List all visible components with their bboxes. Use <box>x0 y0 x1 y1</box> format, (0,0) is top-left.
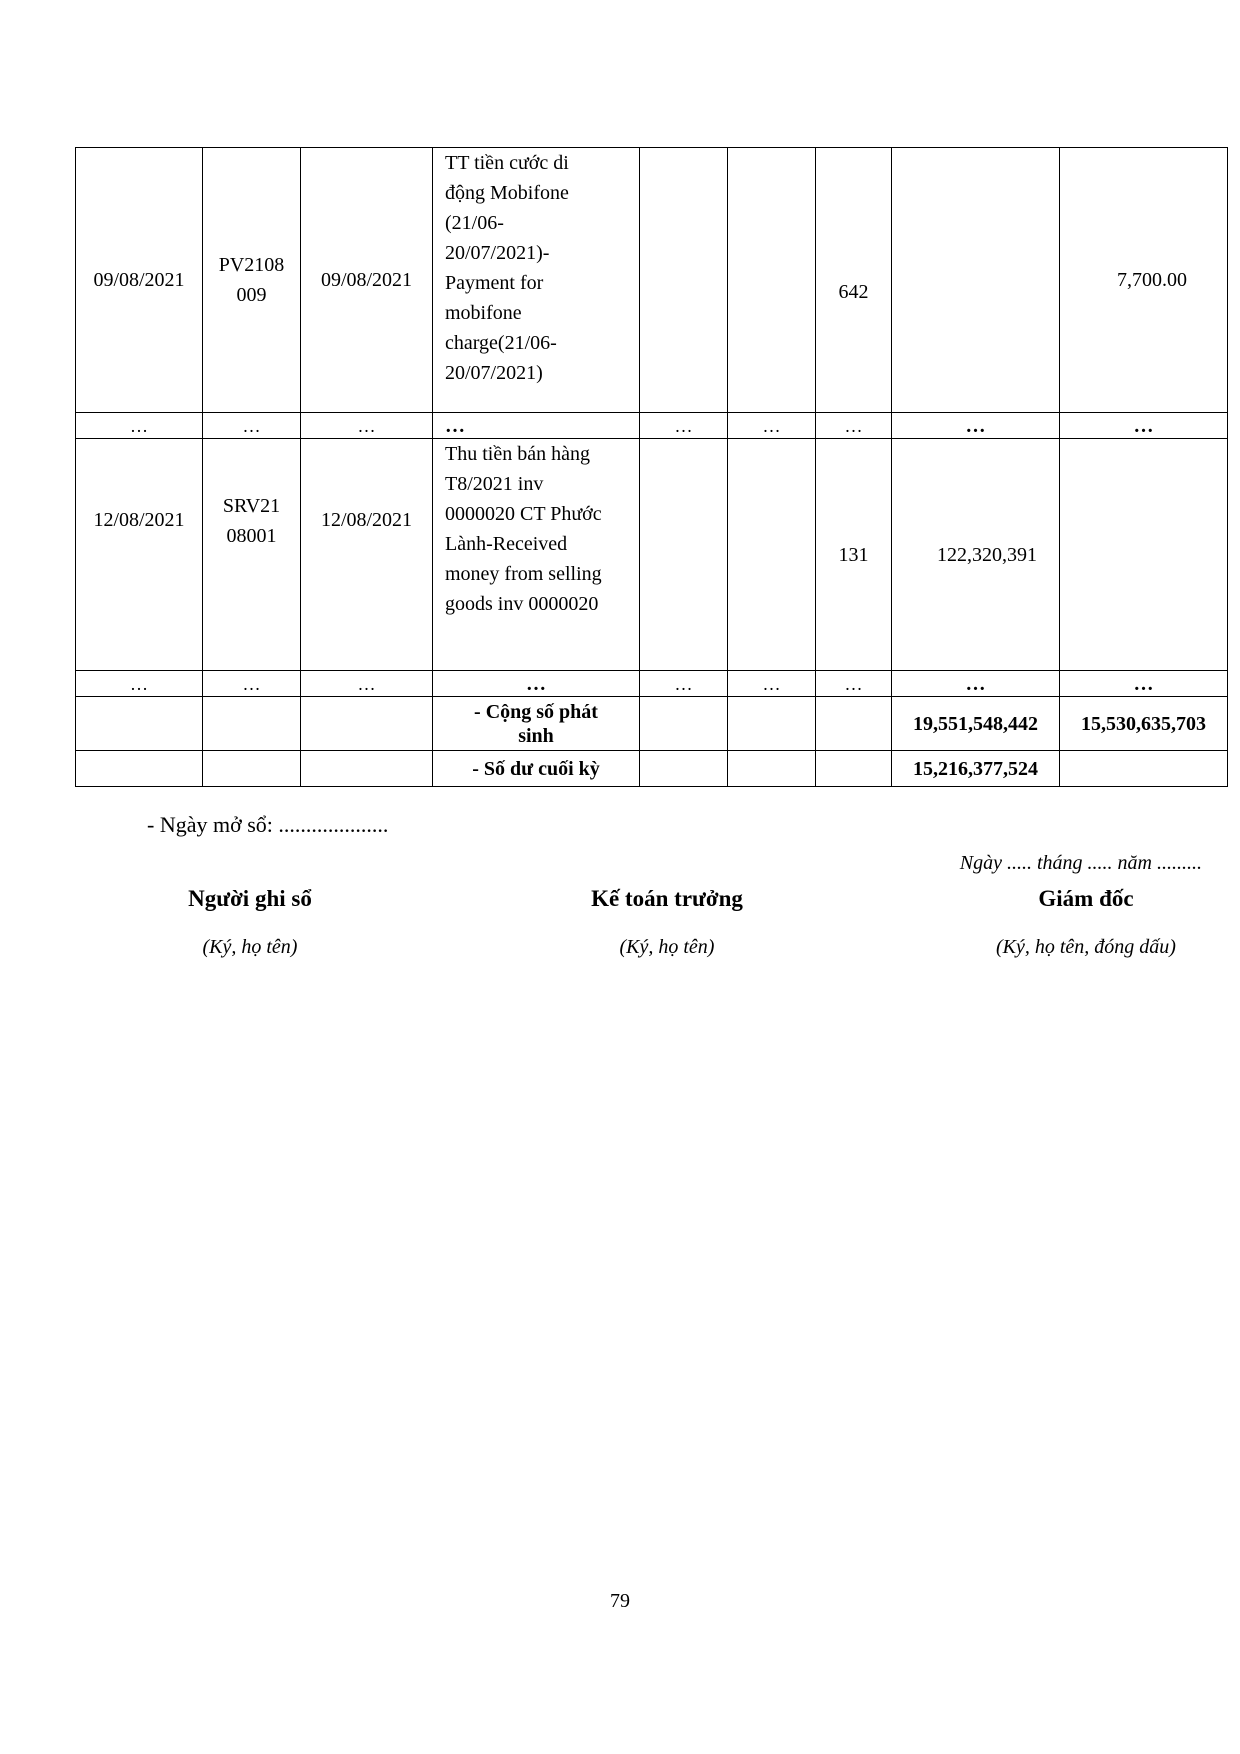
signature-role: Kế toán trưởng <box>591 886 743 911</box>
totals-credit: 15,530,635,703 <box>1060 697 1228 751</box>
description-line: động Mobifone <box>445 182 569 204</box>
empty-cell <box>203 751 301 787</box>
description-line: Payment for <box>445 272 544 294</box>
totals-debit: 19,551,548,442 <box>892 697 1060 751</box>
signature-role: Người ghi sổ <box>188 886 312 911</box>
description-line: 0000020 CT Phước <box>445 503 602 525</box>
contra-account: 131 <box>816 439 892 671</box>
entry-date: 12/08/2021 <box>76 439 203 671</box>
description-line: Lành-Received <box>445 533 568 555</box>
ellipsis-cell: … <box>816 671 892 697</box>
empty-cell <box>1060 751 1228 787</box>
signature-director <box>916 884 1240 959</box>
table-row <box>76 148 1228 413</box>
empty-cell <box>816 751 892 787</box>
ellipsis-cell: … <box>892 671 1060 697</box>
description-line: T8/2021 inv <box>445 473 544 495</box>
entry-date: 09/08/2021 <box>76 148 203 413</box>
empty-cell <box>728 439 816 671</box>
table-row <box>76 439 1228 671</box>
page-number: 79 <box>610 1590 630 1612</box>
description-line: 20/07/2021) <box>445 362 543 384</box>
ellipsis-cell: … <box>1060 671 1228 697</box>
description-line: Thu tiền bán hàng <box>445 443 590 465</box>
ellipsis-cell: … <box>76 671 203 697</box>
empty-cell <box>728 148 816 413</box>
description-line: mobifone <box>445 302 522 324</box>
empty-cell <box>301 697 433 751</box>
empty-cell <box>203 697 301 751</box>
ellipsis-cell: … <box>816 413 892 439</box>
voucher-number <box>203 148 301 413</box>
voucher-date: 09/08/2021 <box>301 148 433 413</box>
ellipsis-cell: … <box>728 671 816 697</box>
voucher-date: 12/08/2021 <box>301 439 433 671</box>
debit-amount <box>892 148 1060 413</box>
ledger-table <box>75 147 1228 787</box>
opening-date-note: - Ngày mở sổ: .................... <box>147 812 389 837</box>
description-line: money from selling <box>445 563 602 585</box>
signature-role: Giám đốc <box>1038 886 1134 911</box>
signature-hint: (Ký, họ tên) <box>619 936 715 958</box>
closing-balance-row <box>76 751 1228 787</box>
empty-cell <box>76 697 203 751</box>
ellipsis-row <box>76 671 1228 697</box>
voucher-number-text: PV2108 009 <box>218 254 285 306</box>
description-line: charge(21/06- <box>445 332 557 354</box>
signing-date-line: Ngày ..... tháng ..... năm ......... <box>959 852 1202 874</box>
ellipsis-cell: … <box>892 413 1060 439</box>
credit-amount: 7,700.00 <box>1060 148 1228 413</box>
signature-hint: (Ký, họ tên) <box>202 936 298 958</box>
signature-bookkeeper <box>80 884 420 959</box>
signature-hint: (Ký, họ tên, đóng dấu) <box>996 936 1176 958</box>
ellipsis-cell: … <box>640 671 728 697</box>
totals-row <box>76 697 1228 751</box>
empty-cell <box>816 697 892 751</box>
ellipsis-cell: … <box>433 413 640 439</box>
ellipsis-cell: … <box>301 413 433 439</box>
ellipsis-cell: … <box>203 413 301 439</box>
ellipsis-row <box>76 413 1228 439</box>
empty-cell <box>640 148 728 413</box>
description-line: (21/06- <box>445 212 504 234</box>
closing-label: - Số dư cuối kỳ <box>433 751 640 787</box>
ellipsis-cell: … <box>203 671 301 697</box>
ellipsis-cell: … <box>1060 413 1228 439</box>
description <box>433 439 640 671</box>
description-line: TT tiền cước di <box>445 152 569 174</box>
empty-cell <box>640 697 728 751</box>
empty-cell <box>640 751 728 787</box>
ellipsis-cell: … <box>640 413 728 439</box>
contra-account: 642 <box>816 148 892 413</box>
empty-cell <box>640 439 728 671</box>
ellipsis-cell: … <box>301 671 433 697</box>
description-line: goods inv 0000020 <box>445 593 599 615</box>
description <box>433 148 640 413</box>
ellipsis-cell: … <box>728 413 816 439</box>
credit-amount <box>1060 439 1228 671</box>
voucher-number-text: SRV21 08001 <box>222 495 281 547</box>
ellipsis-cell: … <box>76 413 203 439</box>
empty-cell <box>76 751 203 787</box>
debit-amount: 122,320,391 <box>892 439 1060 671</box>
empty-cell <box>728 751 816 787</box>
ellipsis-cell: … <box>433 671 640 697</box>
empty-cell <box>301 751 433 787</box>
voucher-number <box>203 439 301 671</box>
empty-cell <box>728 697 816 751</box>
totals-label: - Cộng số phát sinh <box>433 697 640 751</box>
closing-debit: 15,216,377,524 <box>892 751 1060 787</box>
description-line: 20/07/2021)- <box>445 242 550 264</box>
signature-chief-accountant <box>497 884 837 959</box>
